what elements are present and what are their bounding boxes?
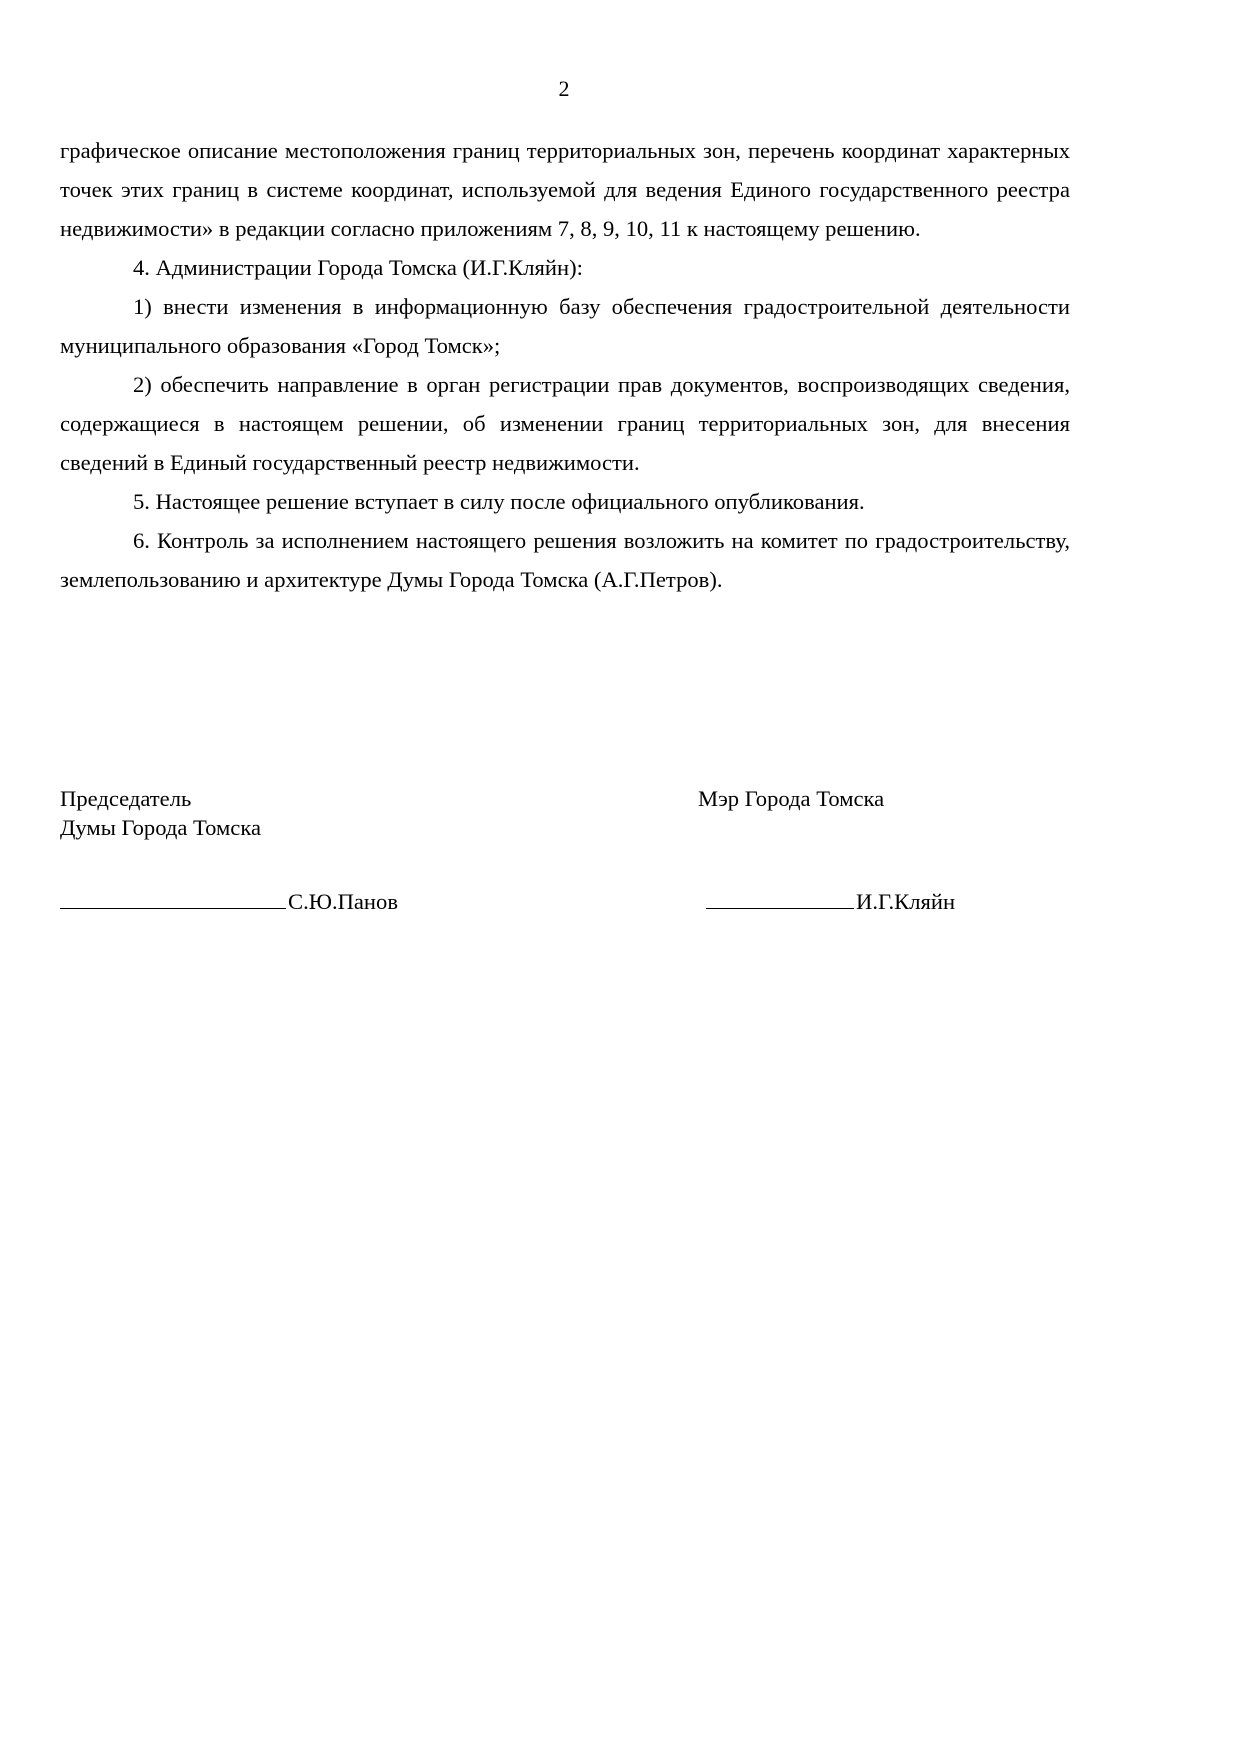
chairman-title-line2: Думы Города Томска	[60, 815, 261, 840]
mayor-title-line1: Мэр Города Томска	[698, 786, 885, 811]
page-number: 2	[558, 76, 570, 101]
document-body	[60, 131, 1070, 599]
signature-blank	[706, 886, 854, 909]
paragraph-item-4-1: 1) внести изменения в информационную базу обеспечения градостроительной деятельности муниципального образования «Город Томск»;	[60, 294, 1070, 358]
paragraph-item-6: 6. Контроль за исполнением настоящего решения возложить на комитет по градостроительству, землепользованию и архитектуре Думы Города Томска (А.Г.Петров).	[60, 528, 1070, 592]
paragraph-continuation: графическое описание местоположения границ территориальных зон, перечень координат характерных точек этих границ в системе координат, используемой для ведения Единого государственного реестра недвижимости» в редакции согласно приложениям 7, 8, 9, 10, 11 к настоящему решению.	[60, 138, 1070, 241]
signature-block-mayor	[698, 784, 884, 813]
signature-line-chairman	[60, 886, 398, 916]
paragraph-item-4: 4. Администрации Города Томска (И.Г.Кляйн):	[133, 255, 583, 280]
signature-line-mayor	[706, 886, 955, 916]
chairman-name: С.Ю.Панов	[288, 889, 398, 914]
signature-blank	[60, 886, 286, 909]
signature-block-chairman	[60, 784, 261, 842]
paragraph-item-4-2: 2) обеспечить направление в орган регистрации прав документов, воспроизводящих сведения, содержащиеся в настоящем решении, об изменении границ территориальных зон, для внесения сведений в Единый государственный реестр недвижимости.	[60, 372, 1070, 475]
mayor-name: И.Г.Кляйн	[856, 889, 956, 914]
paragraph-item-5: 5. Настоящее решение вступает в силу после официального опубликования.	[133, 489, 865, 514]
chairman-title-line1: Председатель	[60, 786, 192, 811]
